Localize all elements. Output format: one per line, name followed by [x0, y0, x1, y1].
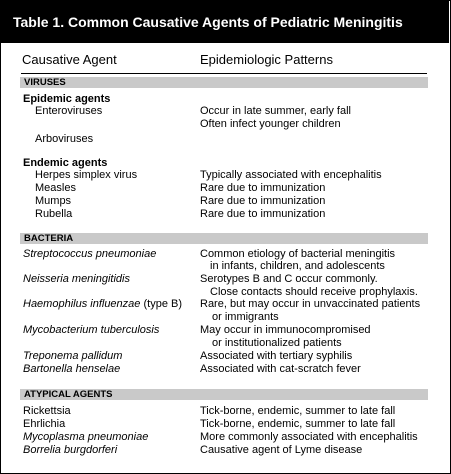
pattern-mycobacterium-1: May occur in immunocompromised	[200, 324, 371, 336]
table-title: Table 1. Common Causative Agents of Pediatric Meningitis	[1, 1, 449, 43]
section-header-atypical: ATYPICAL AGENTS	[20, 389, 428, 400]
agent-arboviruses: Arboviruses	[35, 133, 94, 145]
column-header-pattern: Epidemiologic Patterns	[200, 52, 333, 67]
agent-measles: Measles	[35, 182, 76, 194]
agent-rickettsia: Rickettsia	[23, 405, 71, 417]
pattern-haemophilus-2: or immigrants	[212, 311, 279, 323]
pattern-streptococcus-2: in infants, children, and adolescents	[210, 260, 385, 272]
pattern-neisseria-1: Serotypes B and C occur commonly.	[200, 273, 378, 285]
agent-mumps: Mumps	[35, 195, 72, 207]
pattern-hsv: Typically associated with encephalitis	[200, 169, 382, 181]
agent-neisseria: Neisseria meningitidis	[23, 273, 130, 285]
agent-mycoplasma: Mycoplasma pneumoniae	[23, 431, 149, 443]
agent-rubella: Rubella	[35, 208, 73, 220]
pattern-mycoplasma: More commonly associated with encephalitis	[200, 431, 418, 443]
agent-haemophilus-type: (type B)	[140, 298, 182, 310]
column-header-agent: Causative Agent	[22, 52, 117, 67]
agent-enteroviruses: Enteroviruses	[35, 105, 103, 117]
agent-borrelia: Borrelia burgdorferi	[23, 444, 118, 456]
pattern-bartonella: Associated with cat-scratch fever	[200, 363, 361, 375]
pattern-treponema: Associated with tertiary syphilis	[200, 350, 353, 362]
pattern-mumps: Rare due to immunization	[200, 195, 326, 207]
pattern-measles: Rare due to immunization	[200, 182, 326, 194]
agent-streptococcus: Streptococcus pneumoniae	[23, 248, 157, 260]
pattern-streptococcus-1: Common etiology of bacterial meningitis	[200, 248, 396, 260]
subheading-endemic-agents: Endemic agents	[23, 157, 108, 169]
pattern-ehrlichia: Tick-borne, endemic, summer to late fall	[200, 418, 396, 430]
agent-mycobacterium: Mycobacterium tuberculosis	[23, 324, 160, 336]
pattern-haemophilus-1: Rare, but may occur in unvaccinated patients	[200, 298, 421, 310]
pattern-borrelia: Causative agent of Lyme disease	[200, 444, 363, 456]
agent-bartonella: Bartonella henselae	[23, 363, 121, 375]
pattern-mycobacterium-2: or institutionalized patients	[212, 337, 342, 349]
section-header-bacteria: BACTERIA	[20, 233, 428, 244]
pattern-enteroviruses-1: Occur in late summer, early fall	[200, 105, 351, 117]
agent-haemophilus	[23, 298, 182, 311]
pattern-rubella: Rare due to immunization	[200, 208, 326, 220]
pattern-rickettsia: Tick-borne, endemic, summer to late fall	[200, 405, 396, 417]
pattern-neisseria-2: Close contacts should receive prophylaxis.	[210, 286, 418, 298]
header-divider	[21, 73, 427, 74]
section-header-viruses: VIRUSES	[20, 77, 428, 88]
agent-haemophilus-name: Haemophilus influenzae	[23, 298, 141, 310]
agent-treponema: Treponema pallidum	[23, 350, 123, 362]
subheading-epidemic-agents: Epidemic agents	[23, 93, 111, 105]
agent-hsv: Herpes simplex virus	[35, 169, 138, 181]
pattern-enteroviruses-2: Often infect younger children	[200, 118, 341, 130]
agent-ehrlichia: Ehrlichia	[23, 418, 66, 430]
